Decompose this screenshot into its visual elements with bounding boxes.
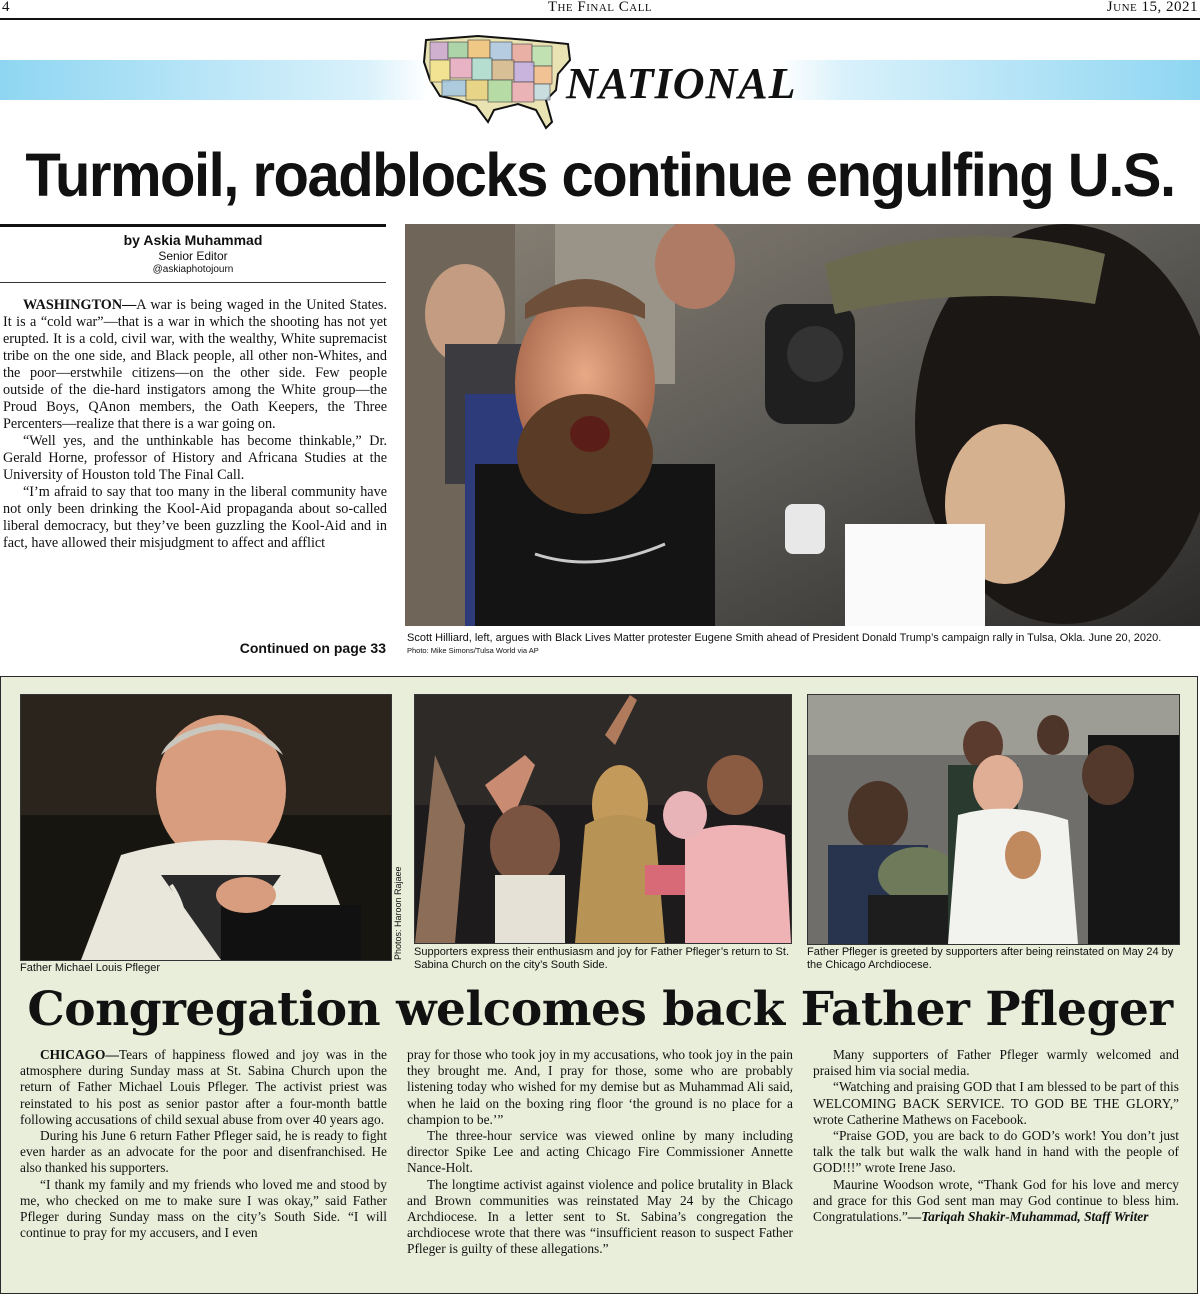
- box-column-2: [407, 1047, 793, 1287]
- page-number: 4: [2, 0, 10, 15]
- byline: [0, 231, 386, 276]
- main-photo-caption: Scott Hilliard, left, argues with Black Lives Matter protester Eugene Smith ahead of President Donald Trump’s campaign rally in Tulsa, Okla. June 20, 2020.: [407, 632, 1162, 644]
- paper-name: The Final Call: [547, 0, 653, 15]
- author-name: by Askia Muhammad: [123, 232, 263, 248]
- box-paragraph: “I thank my family and my friends who loved me and stood by me, who checked on me to make sure I was okay,” said Father Pfleger during Sunday mass on the city’s South Side. “I will continue to pray for my accusers, and I even: [20, 1176, 387, 1241]
- greeting-image: [808, 695, 1179, 944]
- box-headline: Congregation welcomes back Father Pfleger: [27, 982, 1173, 1037]
- photo1-caption: Father Michael Louis Pfleger: [20, 962, 161, 974]
- box-paragraph: During his June 6 return Father Pfleger said, he is ready to fight even harder as an advocate for the poor and disenfranchised. He also thanked his supporters.: [20, 1128, 387, 1176]
- box-paragraph: “Praise GOD, you are back to do GOD’s work! You don’t just talk the talk but walk the walk hand in hand with the people of GOD!!!” wrote Irene Jaso.: [813, 1128, 1179, 1176]
- story-paragraph: “I’m afraid to say that too many in the liberal community have not only been drinking the Kool-Aid propaganda about so-called liberal democracy, but they’ve been guzzling the Kool-Aid and in fact, have allowed their misjudgment to affect and afflict: [3, 484, 387, 551]
- continued-link[interactable]: Continued on page 33: [239, 640, 386, 656]
- main-headline: Turmoil, roadblocks continue engulfing U.S.: [25, 141, 1175, 210]
- box-paragraph: Many supporters of Father Pfleger warmly welcomed and praised him via social media.: [813, 1047, 1179, 1079]
- photo3-caption: Father Pfleger is greeted by supporters after being reinstated on May 24 by the Chicago Archdiocese.: [807, 946, 1174, 971]
- section-title: NATIONAL: [566, 59, 797, 108]
- box-paragraph: pray for those who took joy in my accusations, who took joy in the pain they brought me. And, I pray for those, some who are probably listening today who wished for my demise but as Muhammad Ali said, when he laid on the boxing ring floor ‘the ground is no place for a champion to be.’”: [407, 1047, 793, 1127]
- byline-rule: [0, 224, 386, 227]
- box-dateline: CHICAGO—: [40, 1047, 119, 1062]
- box-paragraph: The three-hour service was viewed online by many including director Spike Lee and acting Chicago Fire Commissioner Annette Nance-Holt.: [407, 1128, 793, 1176]
- supporters-image: [415, 695, 791, 943]
- box-signature: —Tariqah Shakir-Muhammad, Staff Writer: [907, 1209, 1149, 1225]
- supporters-photo: [414, 694, 792, 944]
- pfleger-portrait-photo: [20, 694, 392, 961]
- story-paragraph: “Well yes, and the unthinkable has become thinkable,” Dr. Gerald Horne, professor of History and Africana Studies at the University of Houston told The Final Call.: [3, 433, 387, 483]
- section-band-right: [780, 60, 1200, 100]
- us-map-icon: [418, 30, 578, 134]
- protest-photo-image: [405, 224, 1200, 626]
- box-paragraph: “Watching and praising GOD that I am blessed to be part of this WELCOMING BACK SERVICE. TO GOD BE THE GLORY,” wrote Catherine Mathews on Facebook.: [813, 1079, 1179, 1127]
- folio-bar: [0, 0, 1200, 20]
- box-photo-credit: Photos: Haroon Rajaee: [393, 866, 403, 960]
- main-photo: [405, 224, 1200, 626]
- author-title: Senior Editor: [158, 249, 228, 263]
- box-column-1: [20, 1047, 387, 1287]
- box-column-3: [813, 1047, 1179, 1287]
- story-dateline: WASHINGTON—: [23, 297, 137, 313]
- photo2-caption: Supporters express their enthusiasm and joy for Father Pfleger’s return to St. Sabina Church on the city’s South Side.: [414, 946, 789, 971]
- box-paragraph: The longtime activist against violence and police brutality in Black and Brown communities was reinstated May 24 by the Chicago Archdiocese. In a letter sent to St. Sabina’s congregation the archdiocese wrote that there was “insufficient reason to suspect Father Pfleger is guilty of these allegations.”: [407, 1176, 793, 1257]
- pfleger-portrait-image: [21, 695, 391, 960]
- byline-divider: [0, 282, 386, 283]
- main-photo-credit: Photo: Mike Simons/Tulsa World via AP: [407, 646, 539, 655]
- greeting-photo: [807, 694, 1180, 945]
- issue-date: June 15, 2021: [1106, 0, 1198, 15]
- box-paragraph: CHICAGO—Tears of happiness flowed and joy was in the atmosphere during Sunday mass at St. Sabina Church upon the return of Father Michael Louis Pfleger. The activist priest was reinstated to his post as senior pastor after a four-month battle following accusations of child sexual abuse from over 40 years ago.: [20, 1047, 387, 1127]
- story-column: [3, 297, 387, 637]
- story-paragraph: WASHINGTON—A war is being waged in the United States. It is a “cold war”—that is a war in which the shooting has not yet erupted. It is a cold, civil war, with the wealthy, White supremacist tribe on the one side, and Black people, all other non-Whites, and the poor—erstwhile citizens—on the other side. Few people outside of the die-hard instigators among the White group—the Proud Boys, QAnon members, the Oath Keepers, the Three Percenters—realize that there is a war going on.: [3, 297, 387, 432]
- box-paragraph: Maurine Woodson wrote, “Thank God for his love and mercy and grace for this God sent man may God continue to bless him. Congratulations.”—Tariqah Shakir-Muhammad, Staff Writer: [813, 1176, 1179, 1225]
- author-handle: @askiaphotojourn: [152, 264, 234, 275]
- section-band-left: [0, 60, 430, 100]
